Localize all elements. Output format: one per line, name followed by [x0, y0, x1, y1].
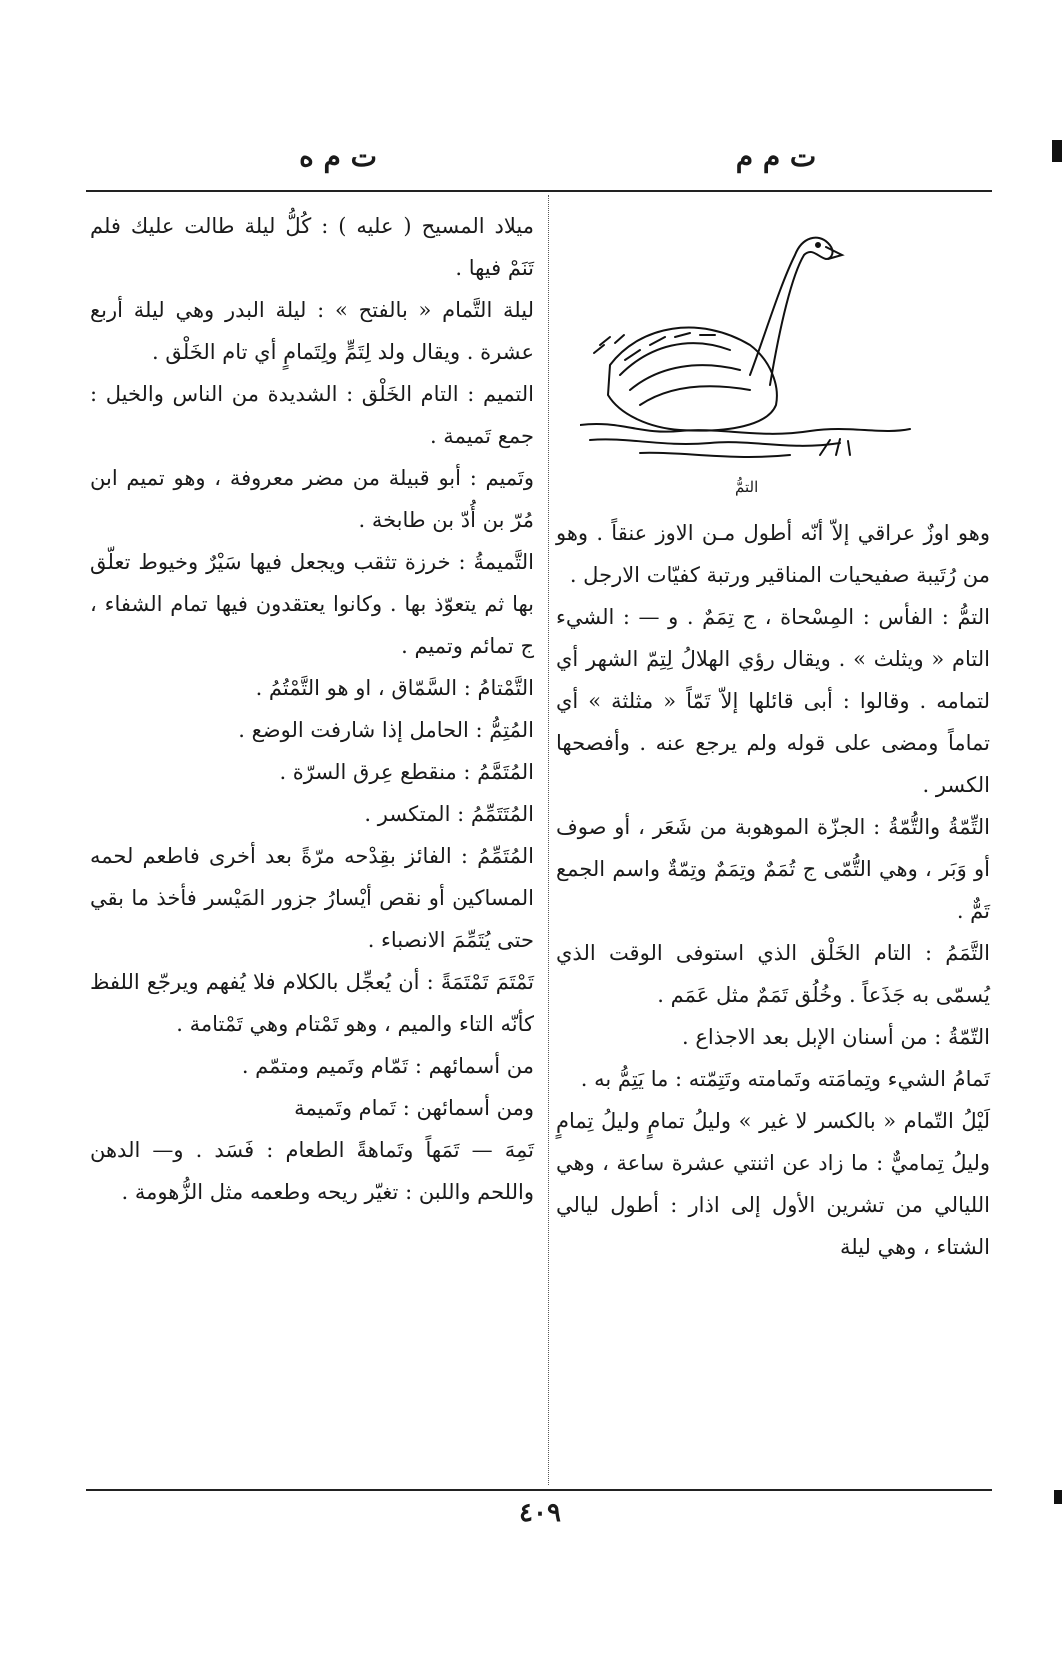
figure-caption: التمُّ — [735, 478, 759, 496]
entry-paragraph: وهو اوزٌ عراقي إلاّ أنّه أطول مـن الاوز عنقاً . وهو من رُتَيبة صفيحيات المناقير ورتبة كفيّات الارجل . — [556, 521, 990, 587]
entry-paragraph: ميلاد المسيح ( عليه ) : كُلُّ ليلة طالت عليك فلم تَنَمْ فيها . — [90, 214, 534, 280]
entry-paragraph: المُتِمُّ : الحامل إذا شارفت الوضع . — [238, 718, 534, 742]
entry-paragraph: لَيْلُ التّمام « بالكسر لا غير » وليلُ تمامٍ وليلُ تِمامٍ وليلُ تِماميٌّ : ما زاد عن اثنتي عشرة ساعة ، وهي الليالي من تشرين الأول إلى اذار : أطول ليالي الشتاء ، وهي ليلة — [556, 1109, 990, 1259]
entry-paragraph: التَّمْتامُ : السَّمّاق ، او هو التَّمْتُمُ . — [255, 676, 534, 700]
entry-paragraph: تَمامُ الشيء وتِمامَته وتَمامته وتَتِمّته : ما يَتِمُّ به . — [580, 1067, 990, 1091]
entry-paragraph: التَّميمةُ : خرزة تثقب ويجعل فيها سَيْرٌ وخيوط تعلّق بها ثم يتعوّذ بها . وكانوا يعتقدون فيها تمام الشفاء ، ج تمائم وتميم . — [90, 550, 534, 658]
entry-paragraph: التمُّ : الفأس : المِسْحاة ، ج تِمَمٌ . و — : الشيء التام « ويثلث » . ويقال رؤي الهلالُ لِتِمّ الشهر أي لتمامه . وقالوا : أبى قائلها إلاّ تَمّاً « مثلثة » أي تماماً ومضى على قوله ولم يرجع عنه . وأفصحها الكسر . — [556, 605, 990, 797]
entry-paragraph: المُتَمِّمُ : الفائز بقِدْحه مرّةً بعد أخرى فاطعم لحمه المساكين أو نقص أيْسارُ جزور المَيْسر فأخذ ما بقي حتى يُتَمِّمَ الانصباء . — [90, 844, 534, 952]
scan-edge-mark — [1054, 1490, 1062, 1504]
swan-icon — [580, 225, 930, 475]
entry-paragraph: المُتَمَّمُ : منقطع عِرق السرّة . — [279, 760, 534, 784]
top-rule — [86, 190, 992, 192]
column-divider — [548, 195, 549, 1485]
entry-paragraph: التّمّةُ : من أسنان الإبل بعد الاجذاع . — [681, 1025, 990, 1049]
page-number: ٤٠٩ — [519, 1498, 561, 1528]
entry-paragraph: التميم : التام الخَلْق : الشديدة من الناس والخيل : جمع تَميمة . — [90, 382, 534, 448]
entry-paragraph: التَّمَمُ : التام الخَلْق الذي استوفى الوقت الذي يُسمّى به جَذَعاً . وخُلُق تَمَمٌ مثل عَمَم . — [556, 941, 990, 1007]
swan-illustration — [580, 225, 930, 475]
entry-paragraph: المُتَتَمِّمُ : المتكسر . — [364, 802, 534, 826]
entry-paragraph: التِّمّةُ والتُّمّةُ : الجزّة الموهوبة من شَعَر ، أو صوف أو وَبَر ، وهي التُّمّى ج تُمَمٌ وتِمَمٌ وتِمّةٌ واسم الجمع تَمٌّ . — [556, 815, 990, 923]
entry-paragraph: ليلة التَّمام « بالفتح » : ليلة البدر وهي ليلة أربع عشرة . ويقال ولد لِتَمٍّ ولِتَمامٍ أي تام الخَلْق . — [90, 298, 534, 364]
running-header-right: ت م م — [735, 140, 817, 173]
running-header-left: ت م ه — [299, 140, 377, 173]
entry-paragraph: ومن أسمائهن : تَمام وتَميمة — [294, 1096, 534, 1120]
left-column — [90, 205, 534, 1213]
entry-paragraph: تَمِهَ — تَمَهاً وتَماهةً الطعام : فَسَد . و— الدهن واللحم واللبن : تغيّر ريحه وطعمه مثل الزُّهومة . — [90, 1138, 534, 1204]
bottom-rule — [86, 1489, 992, 1491]
scan-edge-mark — [1052, 140, 1062, 162]
entry-paragraph: من أسمائهم : تَمّام وتَميم ومتمّم . — [241, 1054, 534, 1078]
entry-paragraph: تَمْتَمَ تَمْتَمَةً : أن يُعجِّل بالكلام فلا يُفهم ويرجّع اللفظ كأنّه التاء والميم ، وهو تَمْتام وهي تَمْتامة . — [90, 970, 534, 1036]
right-column — [556, 512, 990, 1268]
entry-paragraph: وتَميم : أبو قبيلة من مضر معروفة ، وهو تميم ابن مُرّ بن أُدّ بن طابخة . — [90, 466, 534, 532]
